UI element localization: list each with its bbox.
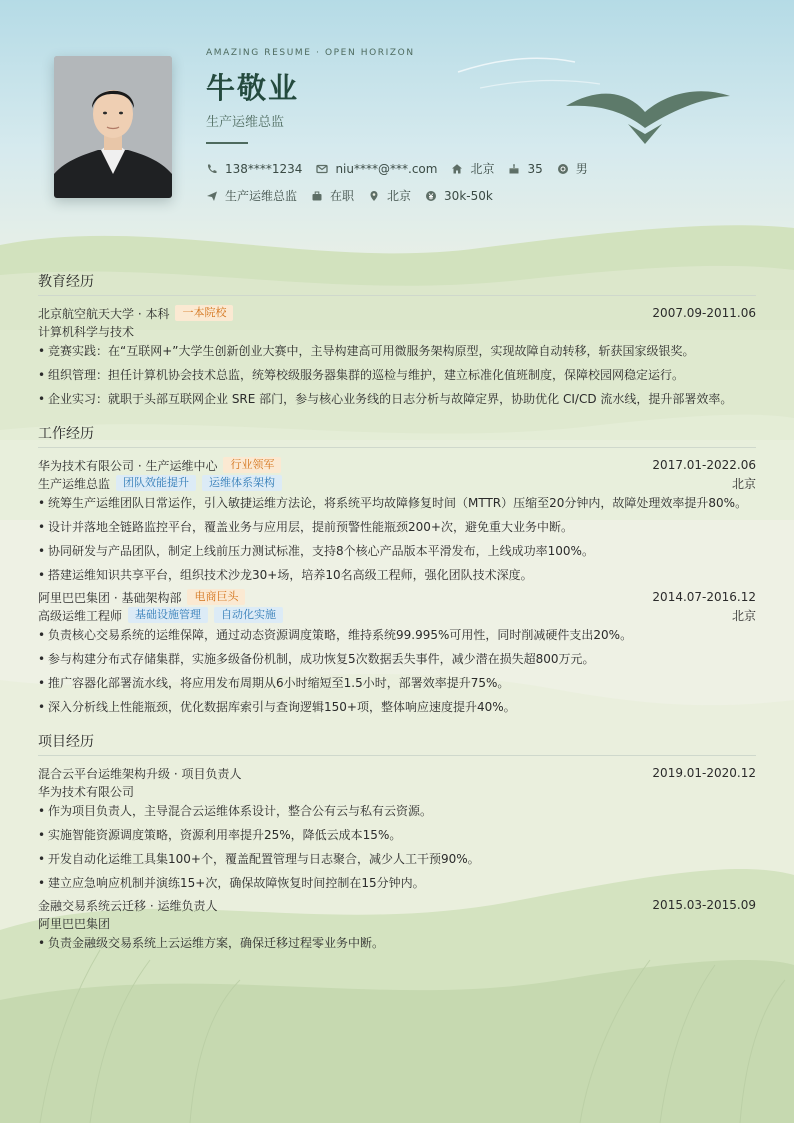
job-role: 高级运维工程师 [38,608,123,623]
paper-plane-icon [206,190,218,202]
major-name: 计算机科学与技术 [38,324,135,339]
salary-item [425,189,493,203]
job-bullet: • 深入分析线上性能瓶颈，优化数据库索引与查询逻辑150+项，整体响应速度提升40%。 [38,700,756,714]
age-item [508,162,542,176]
job-bullet: • 协同研发与产品团队，制定上线前压力测试标准，支持8个核心产品版本平滑发布，上线成功率100%。 [38,544,756,558]
role-tag: 自动化实施 [214,607,283,623]
project-entry [38,896,756,950]
gender-text: 男 [575,162,588,176]
age-text: 35 [527,161,543,176]
education-heading: 教育经历 [38,272,756,296]
project-bullets [38,804,756,890]
job-date: 2017.01-2022.06 [652,458,756,472]
project-bullets [38,936,756,950]
email-icon [316,163,328,175]
education-entry [38,304,756,406]
profile-photo [54,56,172,198]
project-org: 阿里巴巴集团 [38,916,111,931]
job-bullet: • 负责核心交易系统的运维保障，通过动态资源调度策略，维持系统99.995%可用性，同时削减硬件支出20%。 [38,628,756,642]
home-text: 北京 [470,162,495,176]
project-entry [38,764,756,890]
home-icon [451,163,463,175]
project-bullet: • 实施智能资源调度策略，资源利用率提升25%，降低云成本15%。 [38,828,756,842]
gender-item [557,160,588,177]
target-position-text: 生产运维总监 [225,189,298,203]
education-section [38,272,756,406]
job-entry [38,456,756,582]
gender-icon [557,163,569,175]
project-org: 华为技术有限公司 [38,784,135,799]
school-tag: 一本院校 [175,305,233,321]
work-section [38,424,756,714]
phone-text: 138****1234 [225,161,303,176]
role-tag: 基础设施管理 [128,607,208,623]
target-city-text: 北京 [387,189,412,203]
company-tag: 行业领军 [223,457,281,473]
education-date: 2007.09-2011.06 [652,306,756,320]
project-bullet: • 负责金融级交易系统上云运维方案，确保迁移过程零业务中断。 [38,936,756,950]
job-bullets [38,628,756,714]
job-role: 生产运维总监 [38,476,111,491]
target-position-item [206,187,297,204]
contact-row-2 [206,187,507,204]
company-name: 华为技术有限公司 · 生产运维中心 [38,458,218,473]
role-tag: 团队效能提升 [116,475,196,491]
status-text: 在职 [330,189,355,203]
education-bullet: • 企业实习：就职于头部互联网企业 SRE 部门，参与核心业务线的日志分析与故障定界，协助优化 CI/CD 流水线，提升部署效率。 [38,392,756,406]
project-name: 金融交易系统云迁移 · 运维负责人 [38,898,218,913]
project-bullet: • 作为项目负责人，主导混合云运维体系设计，整合公有云与私有云资源。 [38,804,756,818]
education-bullet: • 竞赛实践：在“互联网+”大学生创新创业大赛中，主导构建高可用微服务架构原型，实现故障自动转移，斩获国家级银奖。 [38,344,756,358]
location-pin-icon [368,190,380,202]
job-bullet: • 统筹生产运维团队日常运作，引入敏捷运维方法论，将系统平均故障修复时间（MTTR）压缩至20分钟内，故障处理效率提升80%。 [38,496,756,510]
role-tag: 运维体系架构 [202,475,282,491]
education-bullets [38,344,756,406]
project-bullet: • 建立应急响应机制并演练15+次，确保故障恢复时间控制在15分钟内。 [38,876,756,890]
job-location: 北京 [731,476,756,491]
job-date: 2014.07-2016.12 [652,590,756,604]
project-date: 2015.03-2015.09 [652,898,756,912]
home-item [451,160,494,177]
job-location: 北京 [731,608,756,623]
tagline: AMAZING RESUME · OPEN HORIZON [206,48,415,58]
email-text: niu****@***.com [335,161,438,176]
education-bullet: • 组织管理：担任计算机协会技术总监，统筹校级服务器集群的巡检与维护，建立标准化值班制度，保障校园网稳定运行。 [38,368,756,382]
salary-icon [425,190,437,202]
company-name: 阿里巴巴集团 · 基础架构部 [38,590,182,605]
job-bullet: • 参与构建分布式存储集群，实施多级备份机制，成功恢复5次数据丢失事件，减少潜在损失超800万元。 [38,652,756,666]
salary-text: 30k-50k [444,188,493,203]
projects-heading: 项目经历 [38,732,756,756]
job-bullets [38,496,756,582]
birthday-cake-icon [508,163,520,175]
candidate-name: 牛敬业 [206,71,300,105]
briefcase-icon [311,190,323,202]
job-bullet: • 设计并落地全链路监控平台，覆盖业务与应用层，提前预警性能瓶颈200+次，避免重大业务中断。 [38,520,756,534]
phone-item [206,162,302,176]
work-heading: 工作经历 [38,424,756,448]
status-item [311,187,354,204]
job-bullet: • 推广容器化部署流水线，将应用发布周期从6小时缩短至1.5小时，部署效率提升75%。 [38,676,756,690]
projects-section [38,732,756,950]
contact-row-1 [206,160,602,177]
project-bullet: • 开发自动化运维工具集100+个，覆盖配置管理与日志聚合，减少人工干预90%。 [38,852,756,866]
target-city-item [368,187,411,204]
company-tag: 电商巨头 [187,589,245,605]
email-item [316,162,437,176]
school-name: 北京航空航天大学 · 本科 [38,306,170,321]
job-bullet: • 搭建运维知识共享平台，组织技术沙龙30+场，培养10名高级工程师，强化团队技术深度。 [38,568,756,582]
phone-icon [206,163,218,175]
project-date: 2019.01-2020.12 [652,766,756,780]
title-divider [206,142,248,144]
job-entry [38,588,756,714]
project-name: 混合云平台运维架构升级 · 项目负责人 [38,766,242,781]
job-title: 生产运维总监 [206,115,285,130]
